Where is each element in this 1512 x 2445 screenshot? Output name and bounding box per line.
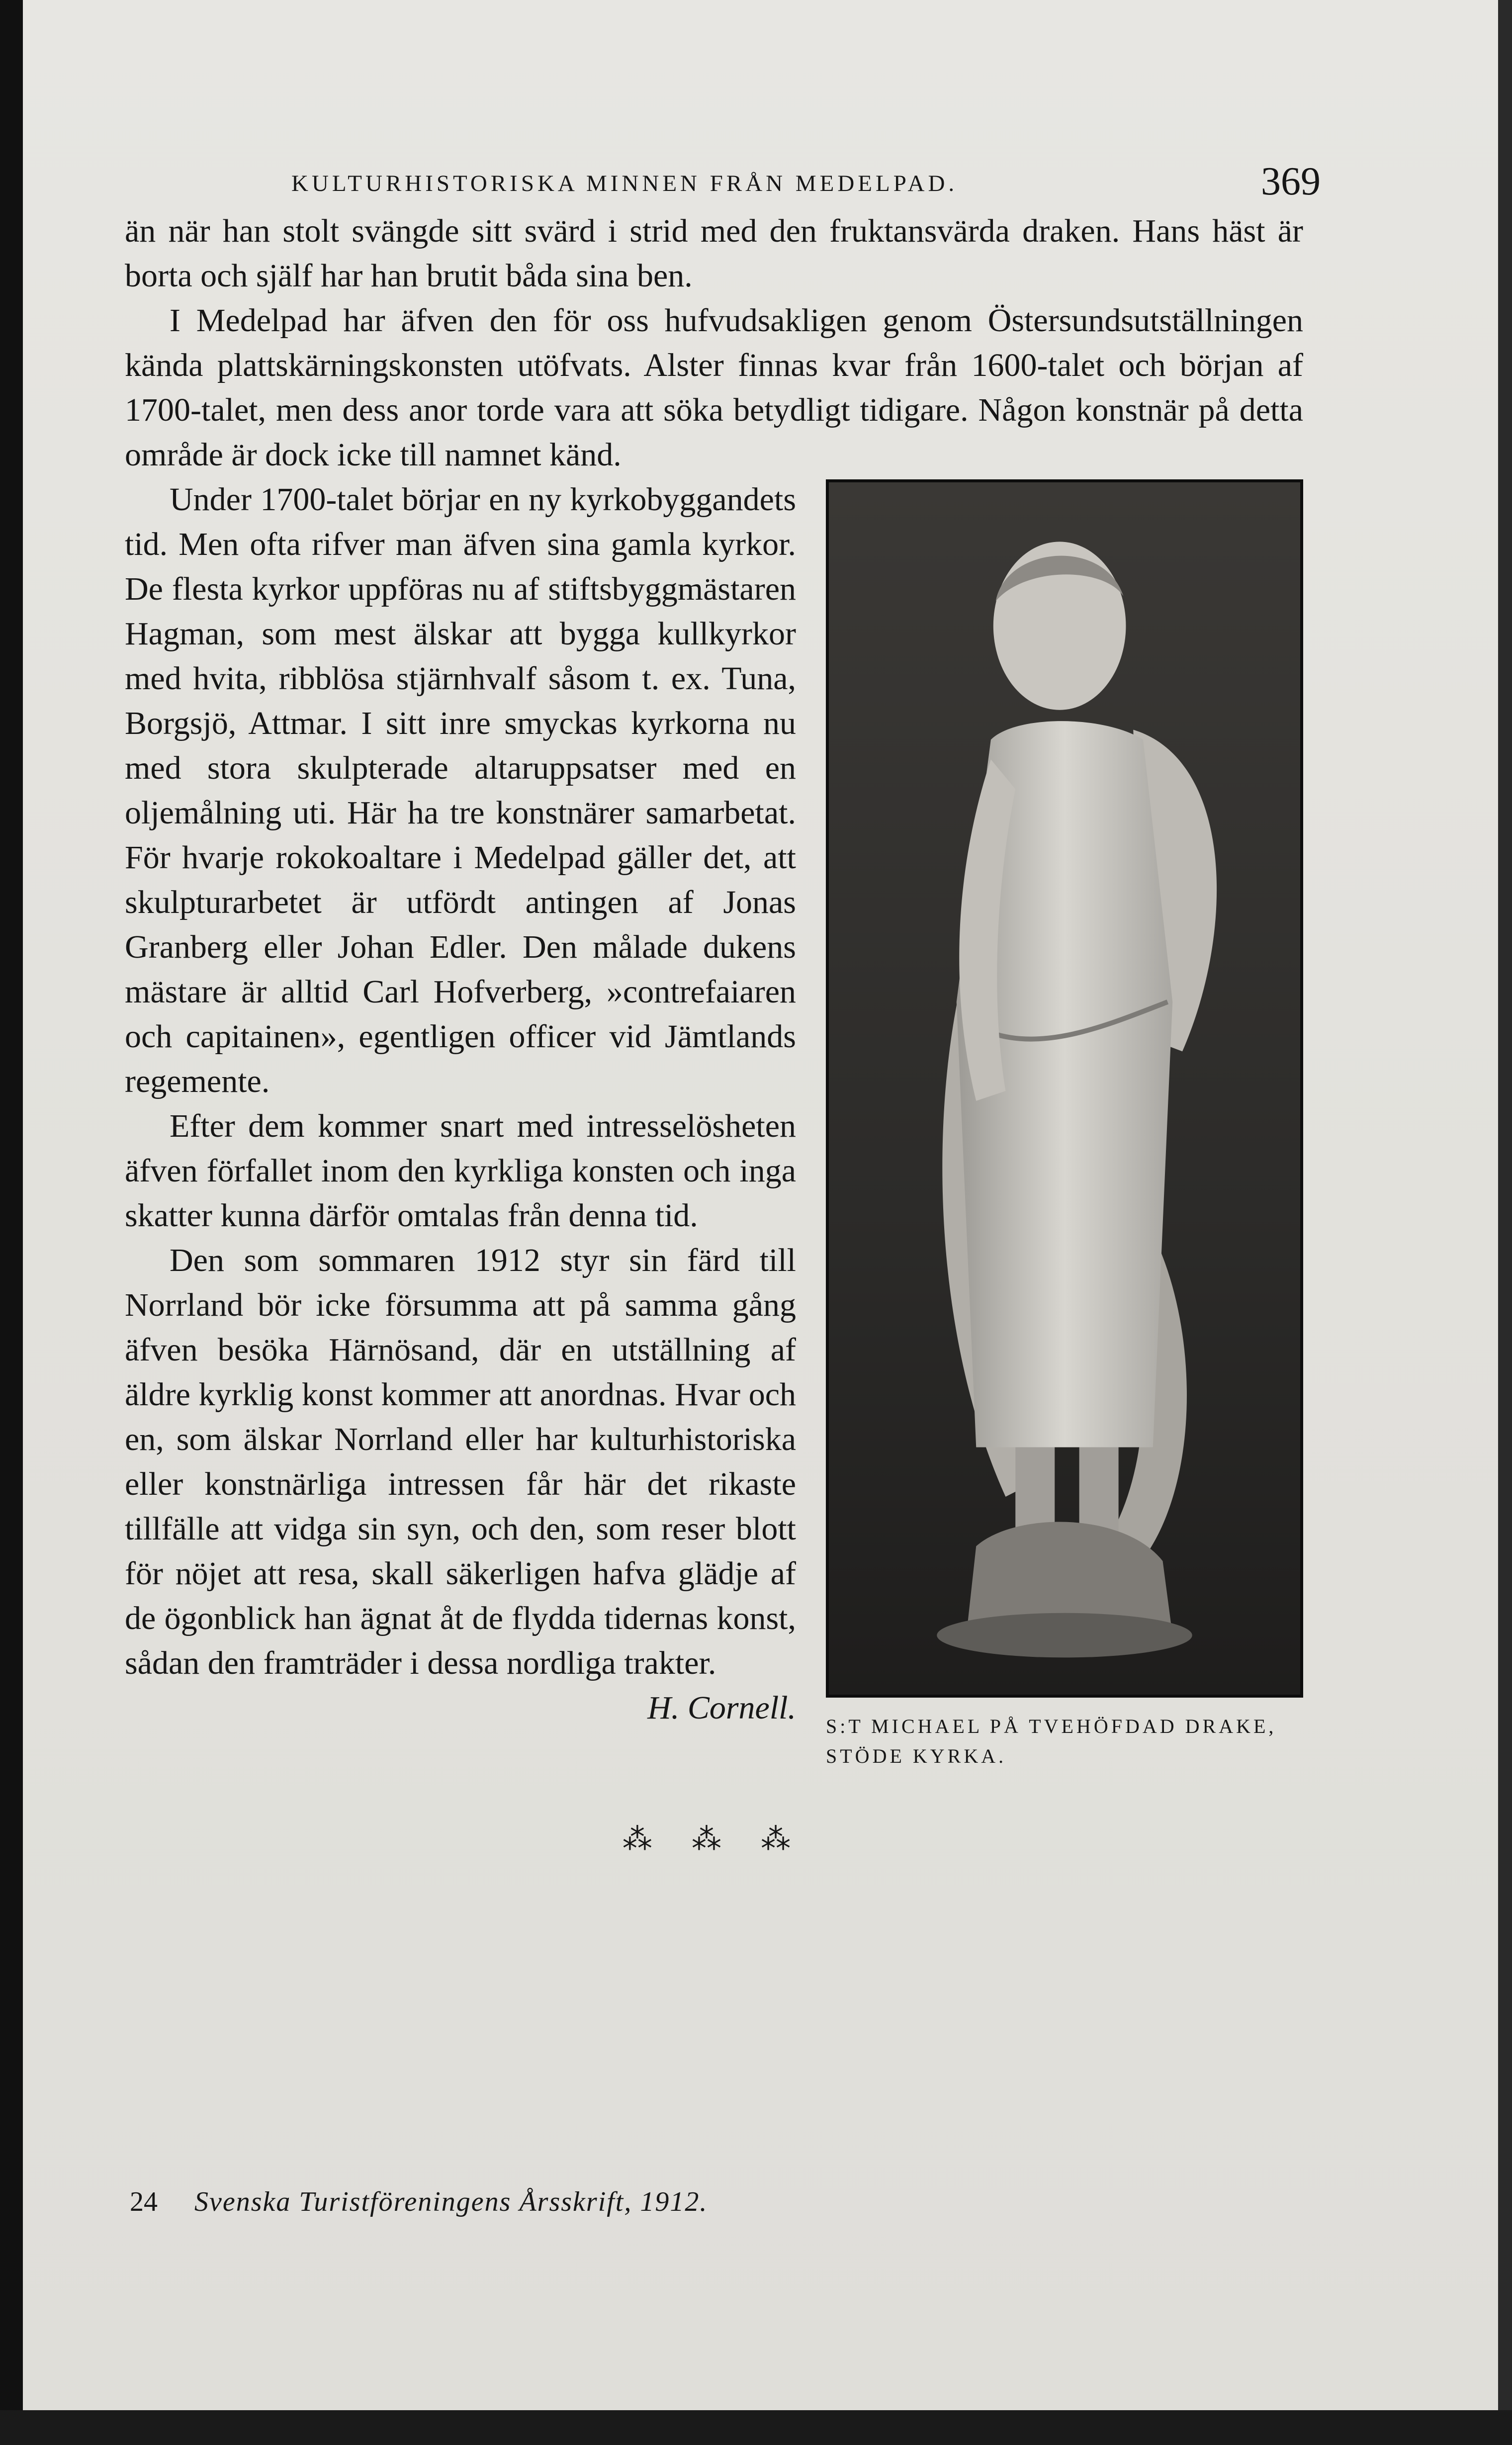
page-footer [130,2186,1124,2218]
figure-caption: S:T MICHAEL PÅ TVEHÖFDAD DRAKE, STÖDE KYRKA. [826,1715,1277,1767]
sculpture-illustration [829,482,1300,1695]
paragraph: Under 1700-talet börjar en ny kyrkobyggandets tid. Men ofta rifver man äfven sina gamla kyrkor. De flesta kyrkor uppföras nu af stiftsbyggmästaren Hagman, som mest älskar att bygga kullkyrkor med hvita, ribblösa stjärnhvalf såsom t. ex. Tuna, Borgsjö, Attmar. I sitt inre smyckas kyrkorna nu med stora skulpterade altaruppsatser med en oljemålning uti. Här ha tre konstnärer samarbetat. För hvarje rokokoaltare i Medelpad gäller det, att skulpturarbetet är utfördt antingen af Jonas Granberg eller Johan Edler. Den målade dukens mästare är alltid Carl Hofverberg, »contrefaiaren och capitainen», egentligen officer vid Jämtlands regemente. [125,481,796,1099]
page [23,0,1498,2410]
ornament: ⁂ ⁂ ⁂ [622,1822,806,1857]
page-number: 369 [1261,160,1321,203]
running-head [142,159,1321,209]
article-body [125,209,1303,1862]
paragraph: Efter dem kommer snart med intresselösheten äfven förfallet inom den kyrkliga konsten och inga skatter kunna därför omtalas från denna tid. [125,1108,796,1234]
paragraph: I Medelpad har äfven den för oss hufvudsakligen genom Östersundsutställningen kända plattskärningskonsten utöfvats. Alster finnas kvar från 1600-talet och början af 1700-talet, men dess anor torde vara att söka betydligt tidigare. Någon konstnär på detta område är dock icke till namnet känd. [125,302,1303,473]
scan-border-bottom [0,2410,1512,2445]
scan-border-left [0,0,23,2445]
sculpture-photo [826,479,1303,1698]
running-title: KULTURHISTORISKA MINNEN FRÅN MEDELPAD. [291,171,958,196]
signature-mark: 24 [130,2186,158,2217]
footer-source: Svenska Turistföreningens Årsskrift, 1912. [194,2186,708,2217]
signature: H. Cornell. [647,1690,796,1726]
paragraph: än när han stolt svängde sitt svärd i strid med den fruktansvärda draken. Hans häst är borta och själf har han brutit båda sina ben. [125,213,1303,294]
paragraph: Den som sommaren 1912 styr sin färd till Norrland bör icke försumma att på samma gång äfven besöka Härnösand, där en utställning af äldre kyrklig konst kommer att anordnas. Hvar och en, som älskar Norrland eller har kulturhistoriska eller konstnärliga intressen får här det rikaste tillfälle att vidga sin syn, och den, som reser blott för nöjet att resa, skall säkerligen hafva glädje af de ögonblick han ägnat åt de flydda tidernas konst, sådan den framträder i dessa nordliga trakter. [125,1242,796,1681]
scan-border-right [1498,0,1512,2445]
figure [826,479,1303,1817]
